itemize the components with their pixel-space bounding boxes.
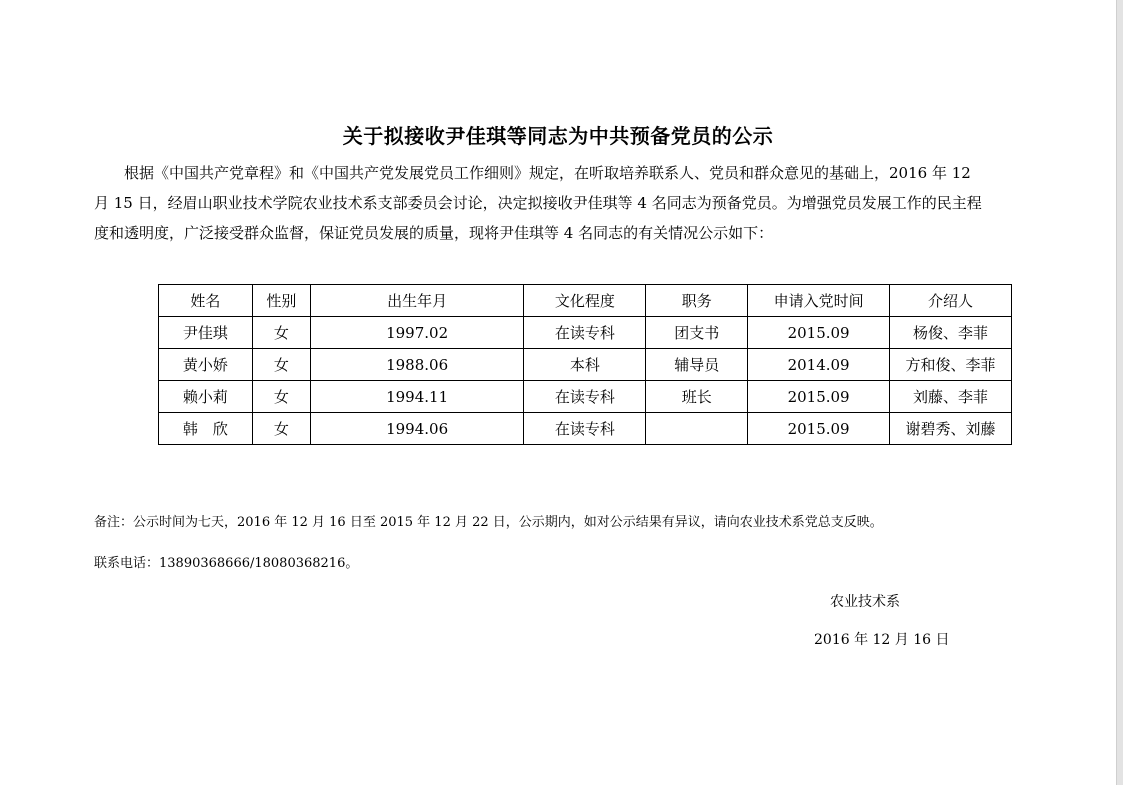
cell-gender: 女 — [252, 413, 310, 445]
window-scrollbar-edge[interactable] — [1116, 0, 1123, 785]
cell-apply-date: 2015.09 — [748, 317, 890, 349]
cell-introducer: 谢碧秀、刘藤 — [890, 413, 1012, 445]
cell-education: 本科 — [524, 349, 646, 381]
cell-birth: 1994.11 — [310, 381, 524, 413]
body-paragraph — [94, 158, 1028, 248]
cell-name: 韩 欣 — [159, 413, 253, 445]
signature-date: 2016 年 12 月 16 日 — [814, 632, 950, 648]
cell-birth: 1997.02 — [310, 317, 524, 349]
table-row — [159, 317, 1012, 349]
header-position: 职务 — [646, 285, 748, 317]
cell-name: 赖小莉 — [159, 381, 253, 413]
paragraph-line: 根据《中国共产党章程》和《中国共产党发展党员工作细则》规定，在听取培养联系人、党员和群众意见的基础上，2016 年 12 — [124, 164, 971, 182]
cell-birth: 1988.06 — [310, 349, 524, 381]
header-gender: 性别 — [252, 285, 310, 317]
cell-education: 在读专科 — [524, 381, 646, 413]
cell-gender: 女 — [252, 349, 310, 381]
cell-position: 班长 — [646, 381, 748, 413]
table-row — [159, 349, 1012, 381]
header-name: 姓名 — [159, 285, 253, 317]
header-introducer: 介绍人 — [890, 285, 1012, 317]
cell-gender: 女 — [252, 317, 310, 349]
cell-apply-date: 2014.09 — [748, 349, 890, 381]
cell-name: 黄小娇 — [159, 349, 253, 381]
cell-gender: 女 — [252, 381, 310, 413]
header-apply-date: 申请入党时间 — [748, 285, 890, 317]
cell-apply-date: 2015.09 — [748, 413, 890, 445]
contact-phone: 联系电话：13890368666/18080368216。 — [94, 556, 359, 571]
cell-name: 尹佳琪 — [159, 317, 253, 349]
document-title: 关于拟接收尹佳琪等同志为中共预备党员的公示 — [342, 124, 774, 148]
paragraph-line: 月 15 日，经眉山职业技术学院农业技术系支部委员会讨论，决定拟接收尹佳琪等 4 名同志为预备党员。为增强党员发展工作的民主程 — [94, 194, 982, 212]
cell-apply-date: 2015.09 — [748, 381, 890, 413]
table-row — [159, 413, 1012, 445]
table-row — [159, 381, 1012, 413]
cell-birth: 1994.06 — [310, 413, 524, 445]
cell-introducer: 方和俊、李菲 — [890, 349, 1012, 381]
candidate-table — [158, 284, 1012, 445]
cell-education: 在读专科 — [524, 317, 646, 349]
table-header-row — [159, 285, 1012, 317]
cell-position: 辅导员 — [646, 349, 748, 381]
cell-education: 在读专科 — [524, 413, 646, 445]
paragraph-line: 度和透明度，广泛接受群众监督，保证党员发展的质量，现将尹佳琪等 4 名同志的有关情况公示如下： — [94, 224, 774, 242]
cell-introducer: 刘藤、李菲 — [890, 381, 1012, 413]
header-birth: 出生年月 — [310, 285, 524, 317]
cell-introducer: 杨俊、李菲 — [890, 317, 1012, 349]
cell-position — [646, 413, 748, 445]
signature-department: 农业技术系 — [830, 594, 900, 610]
remark-note: 备注：公示时间为七天，2016 年 12 月 16 日至 2015 年 12 月 22 日，公示期内，如对公示结果有异议，请向农业技术系党总支反映。 — [94, 515, 883, 530]
header-education: 文化程度 — [524, 285, 646, 317]
cell-position: 团支书 — [646, 317, 748, 349]
